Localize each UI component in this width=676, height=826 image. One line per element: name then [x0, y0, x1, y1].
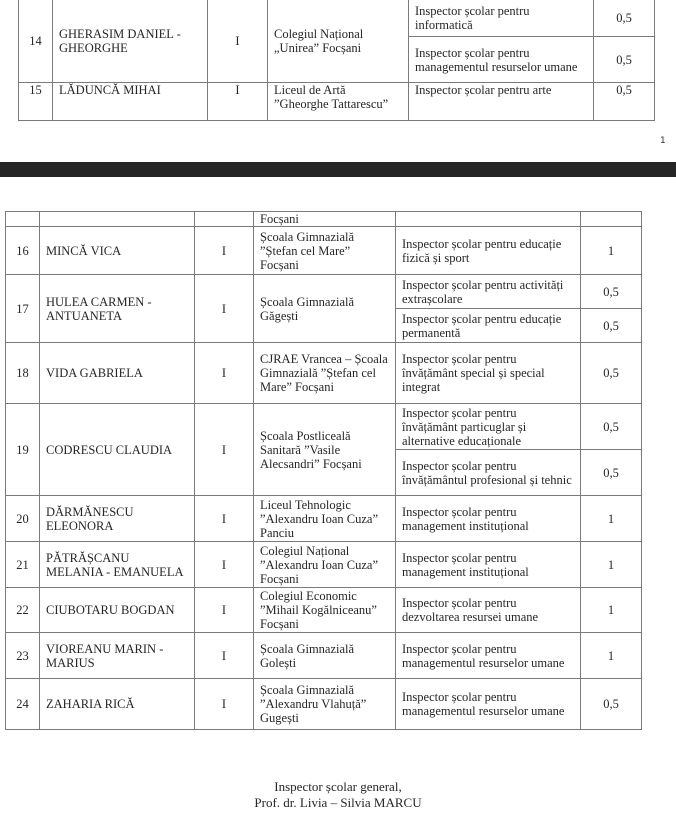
row-number: 18	[6, 343, 40, 404]
inspector-role: Inspector școlar pentru informatică	[409, 0, 594, 37]
table-row	[6, 542, 642, 588]
table-row	[6, 679, 642, 730]
table-row	[19, 0, 655, 37]
inspector-role: Inspector școlar pentru management instituțional	[396, 542, 581, 588]
inspector-role: Inspector școlar pentru educație permanentă	[396, 309, 581, 343]
school-name: Colegiul Național „Unirea” Focșani	[268, 0, 409, 83]
norm-value: 1	[581, 542, 642, 588]
row-number: 16	[6, 227, 40, 275]
row-number: 17	[6, 275, 40, 343]
school-name: Liceul de Artă ”Gheorghe Tattarescu”	[268, 83, 409, 121]
row-number: 19	[6, 404, 40, 496]
grade: I	[195, 588, 254, 633]
empty-cell	[396, 212, 581, 227]
inspector-name: PĂTRĂȘCANU MELANIA - EMANUELA	[40, 542, 195, 588]
row-number: 22	[6, 588, 40, 633]
inspector-role: Inspector școlar pentru învățământ special și special integrat	[396, 343, 581, 404]
norm-value: 0,5	[581, 275, 642, 309]
grade: I	[195, 227, 254, 275]
school-name: Liceul Tehnologic ”Alexandru Ioan Cuza” Panciu	[254, 496, 396, 542]
inspector-name: DĂRMĂNESCU ELEONORA	[40, 496, 195, 542]
norm-value: 0,5	[594, 83, 655, 121]
page-separator	[0, 162, 676, 177]
table-row	[19, 83, 655, 121]
table-row	[6, 212, 642, 227]
norm-value: 0,5	[581, 343, 642, 404]
norm-value: 1	[581, 633, 642, 679]
inspector-name: CIUBOTARU BOGDAN	[40, 588, 195, 633]
table-row	[6, 633, 642, 679]
school-name: Școala Gimnazială Găgești	[254, 275, 396, 343]
inspector-role: Inspector școlar pentru management instituțional	[396, 496, 581, 542]
inspector-role: Inspector școlar pentru învățământul profesional și tehnic	[396, 450, 581, 496]
norm-value: 0,5	[581, 450, 642, 496]
grade: I	[195, 542, 254, 588]
inspector-name: VIOREANU MARIN - MARIUS	[40, 633, 195, 679]
inspector-role: Inspector școlar pentru învățământ particuglar și alternative educaționale	[396, 404, 581, 450]
empty-cell	[581, 212, 642, 227]
empty-cell	[195, 212, 254, 227]
grade: I	[208, 83, 268, 121]
norm-value: 0,5	[581, 309, 642, 343]
grade: I	[195, 633, 254, 679]
inspector-name: VIDA GABRIELA	[40, 343, 195, 404]
grade: I	[195, 496, 254, 542]
inspector-name: ZAHARIA RICĂ	[40, 679, 195, 730]
inspector-name: HULEA CARMEN - ANTUANETA	[40, 275, 195, 343]
signature-name: Prof. dr. Livia – Silvia MARCU	[254, 795, 422, 810]
norm-value: 0,5	[594, 0, 655, 37]
table-row	[6, 343, 642, 404]
grade: I	[195, 679, 254, 730]
inspector-role: Inspector școlar pentru activități extrașcolare	[396, 275, 581, 309]
page-number: 1	[660, 136, 666, 146]
row-number: 14	[19, 0, 53, 83]
school-name-continuation: Focșani	[254, 212, 396, 227]
inspector-role: Inspector școlar pentru managementul resurselor umane	[396, 633, 581, 679]
grade: I	[195, 404, 254, 496]
signature-title: Inspector școlar general,	[274, 779, 402, 794]
page2-table	[5, 211, 642, 730]
school-name: Școala Gimnazială Golești	[254, 633, 396, 679]
inspector-name: CODRESCU CLAUDIA	[40, 404, 195, 496]
table-row	[6, 496, 642, 542]
grade: I	[195, 343, 254, 404]
school-name: CJRAE Vrancea – Școala Gimnazială ”Ștefan cel Mare” Focșani	[254, 343, 396, 404]
school-name: Școala Gimnazială ”Ștefan cel Mare” Focșani	[254, 227, 396, 275]
table-row	[6, 588, 642, 633]
grade: I	[208, 0, 268, 83]
inspector-role: Inspector școlar pentru educație fizică și sport	[396, 227, 581, 275]
inspector-name: MINCĂ VICA	[40, 227, 195, 275]
row-number: 24	[6, 679, 40, 730]
inspector-name: LĂDUNCĂ MIHAI	[53, 83, 208, 121]
row-number: 21	[6, 542, 40, 588]
table-row	[6, 275, 642, 309]
inspector-role: Inspector școlar pentru arte	[409, 83, 594, 121]
school-name: Școala Postliceală Sanitară ”Vasile Alecsandri” Focșani	[254, 404, 396, 496]
norm-value: 1	[581, 588, 642, 633]
norm-value: 1	[581, 496, 642, 542]
empty-cell	[6, 212, 40, 227]
school-name: Colegiul Economic ”Mihail Kogălniceanu” Focșani	[254, 588, 396, 633]
row-number: 15	[19, 83, 53, 121]
norm-value: 0,5	[581, 404, 642, 450]
inspector-role: Inspector școlar pentru dezvoltarea resursei umane	[396, 588, 581, 633]
inspector-role: Inspector școlar pentru managementul resurselor umane	[396, 679, 581, 730]
row-number: 20	[6, 496, 40, 542]
table-row	[6, 227, 642, 275]
empty-cell	[40, 212, 195, 227]
norm-value: 0,5	[594, 37, 655, 83]
table-row	[6, 404, 642, 450]
inspector-name: GHERASIM DANIEL - GHEORGHE	[53, 0, 208, 83]
page1-table	[18, 0, 655, 121]
grade: I	[195, 275, 254, 343]
school-name: Școala Gimnazială ”Alexandru Vlahuță” Gugești	[254, 679, 396, 730]
row-number: 23	[6, 633, 40, 679]
norm-value: 0,5	[581, 679, 642, 730]
norm-value: 1	[581, 227, 642, 275]
school-name: Colegiul Național ”Alexandru Ioan Cuza” Focșani	[254, 542, 396, 588]
inspector-role: Inspector școlar pentru managementul resurselor umane	[409, 37, 594, 83]
